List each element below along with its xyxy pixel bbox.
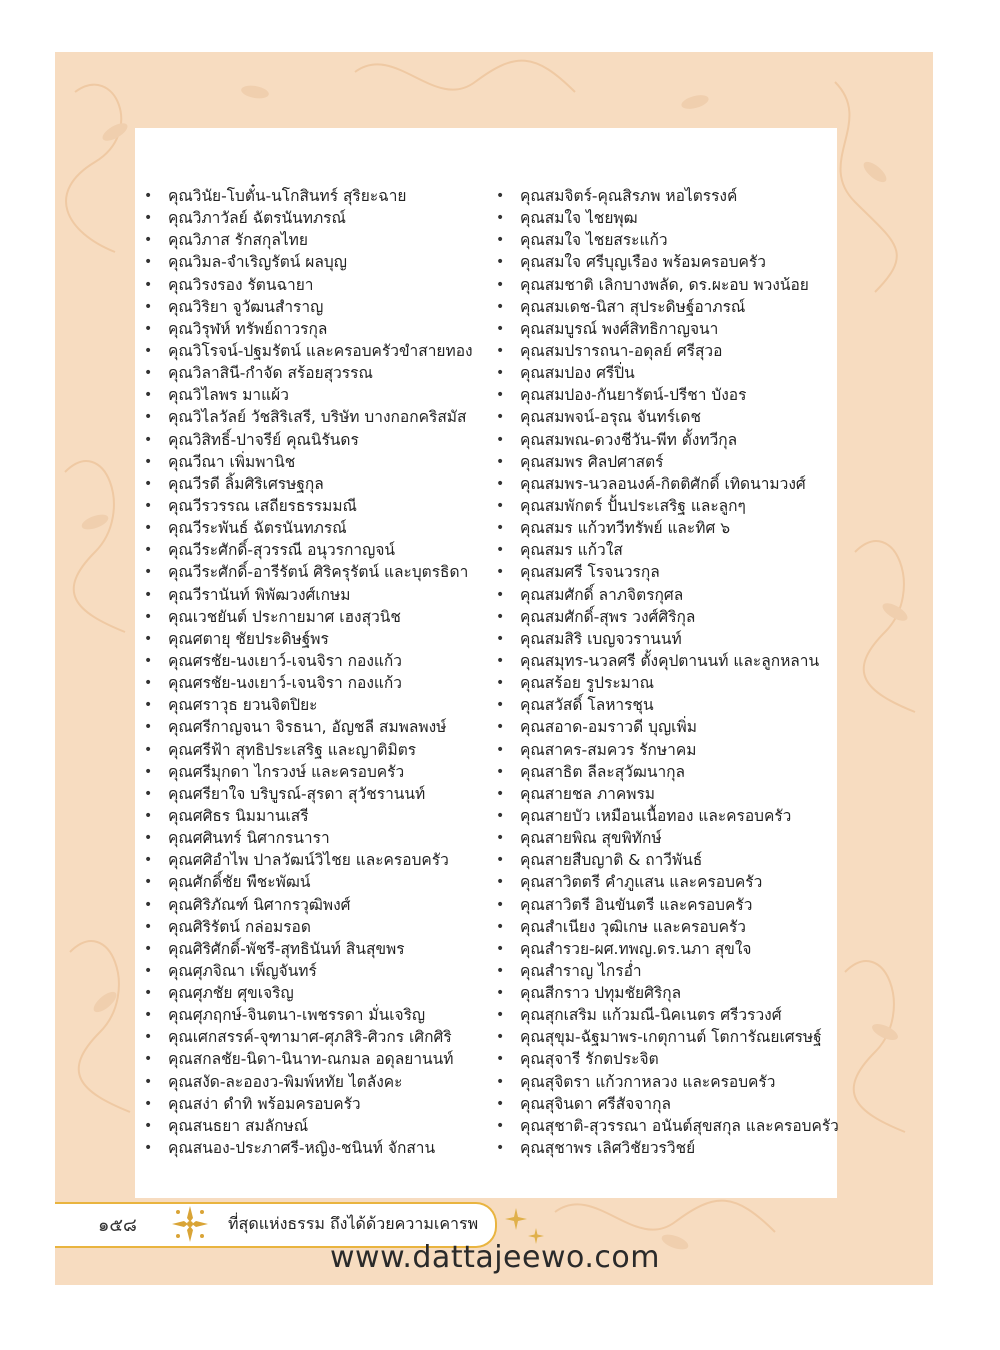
- list-item: • คุณสร้อย รูประมาณ: [492, 672, 832, 694]
- list-item: • คุณศศิธร นิมมานเสรี: [140, 805, 490, 827]
- list-item: • คุณสง่า ดำทิ พร้อมครอบครัว: [140, 1093, 490, 1115]
- donor-list-left: [140, 185, 490, 1159]
- list-item: • คุณวีระพันธ์ ฉัตรนันทภรณ์: [140, 517, 490, 539]
- list-item: • คุณสาธิต ลีละสุวัฒนากุล: [492, 761, 832, 783]
- list-item: • คุณสมจิตร์-คุณสิรภพ หอไตรรงค์: [492, 185, 832, 207]
- list-item: • คุณศรชัย-นงเยาว์-เจนจิรา กองแก้ว: [140, 650, 490, 672]
- list-item: • คุณสุชาติ-สุวรรณา อนันต์สุขสกุล และครอบครัว: [492, 1115, 832, 1137]
- page-number: ๑๕๘: [98, 1215, 137, 1236]
- list-item: • คุณสมสิริ เบญจวรานนท์: [492, 628, 832, 650]
- list-item: • คุณสมร แก้วใส: [492, 539, 832, 561]
- list-item: • คุณสุขุม-ฉัฐมาพร-เกตุกานต์ โตการัณยเศรษฐ์: [492, 1026, 832, 1048]
- footer-title: ที่สุดแห่งธรรม ถึงได้ด้วยความเคารพ: [228, 1214, 479, 1233]
- list-item: • คุณวิสิทธิ์-ปาจรีย์ คุณนิรันดร: [140, 429, 490, 451]
- list-item: • คุณศรีกาญจนา จิรธนา, อัญชลี สมพลพงษ์: [140, 716, 490, 738]
- list-item: • คุณศรียาใจ บริบูรณ์-สุรดา สุวัชรานนท์: [140, 783, 490, 805]
- list-item: • คุณศศินทร์ นิศากรนารา: [140, 827, 490, 849]
- list-item: • คุณสมพจน์-อรุณ จันทร์เดช: [492, 406, 832, 428]
- list-item: • คุณศิริภัณฑ์ นิศากรวุฒิพงศ์: [140, 894, 490, 916]
- list-item: • คุณสมร แก้วทวีทรัพย์ และทิศ ๖: [492, 517, 832, 539]
- list-item: • คุณสำเนียง วุฒิเกษ และครอบครัว: [492, 916, 832, 938]
- list-item: • คุณวีรวรรณ เสถียรธรรมมณี: [140, 495, 490, 517]
- list-item: • คุณเศกสรรค์-จุฑามาศ-ศุภสิริ-ศิวกร เศิกศิริ: [140, 1026, 490, 1048]
- list-item: • คุณศศิอำไพ ปาลวัฒน์วิไชย และครอบครัว: [140, 849, 490, 871]
- list-item: • คุณวินัย-โบตั๋น-นโกสินทร์ สุริยะฉาย: [140, 185, 490, 207]
- list-item: • คุณศิริศักดิ์-พัชรี-สุทธินันท์ สินสุขพร: [140, 938, 490, 960]
- list-item: • คุณสมพณ-ดวงชีวัน-พีท ตั้งทวีกุล: [492, 429, 832, 451]
- list-item: • คุณเวชยันต์ ประกายมาศ เฮงสุวนิช: [140, 606, 490, 628]
- list-item: • คุณสมุทร-นวลศรี ตั้งคุปตานนท์ และลูกหลาน: [492, 650, 832, 672]
- flower-emblem-icon: [166, 1200, 214, 1248]
- list-item: • คุณสมศักดิ์-สุพร วงศ์ศิริกุล: [492, 606, 832, 628]
- list-item: • คุณสาคร-สมควร รักษาคม: [492, 739, 832, 761]
- list-item: • คุณสายชล ภาคพรม: [492, 783, 832, 805]
- list-item: • คุณวีระศักดิ์-อารีรัตน์ ศิริครุรัตน์ และบุตรธิดา: [140, 561, 490, 583]
- list-item: • คุณสมเดช-นิสา สุประดิษฐ์อาภรณ์: [492, 296, 832, 318]
- list-item: • คุณสีกราว ปทุมชัยศิริกุล: [492, 982, 832, 1004]
- list-item: • คุณสุชาพร เลิศวิชัยวรวิชย์: [492, 1137, 832, 1159]
- list-item: • คุณศตายุ ชัยประดิษฐ์พร: [140, 628, 490, 650]
- list-item: • คุณสมศักดิ์ ลาภจิตรกุศล: [492, 584, 832, 606]
- list-item: • คุณวิรุฬห์ ทรัพย์ถาวรกุล: [140, 318, 490, 340]
- list-item: • คุณสวัสดิ์ โลหารชุน: [492, 694, 832, 716]
- donor-list-right: [492, 185, 839, 1159]
- list-item: • คุณสาวิตรี อินขันตรี และครอบครัว: [492, 894, 832, 916]
- list-item: • คุณศรชัย-นงเยาว์-เจนจิรา กองแก้ว: [140, 672, 490, 694]
- list-item: • คุณวิมล-จำเริญรัตน์ ผลบุญ: [140, 251, 490, 273]
- list-item: • คุณวีรานันท์ พิพัฒวงศ์เกษม: [140, 584, 490, 606]
- list-item: • คุณศุภฤกษ์-จินตนา-เพชรรดา มั่นเจริญ: [140, 1004, 490, 1026]
- list-item: • คุณศราวุธ ยวนจิตปิยะ: [140, 694, 490, 716]
- list-item: • คุณสมใจ ไชยพุฒ: [492, 207, 832, 229]
- list-item: • คุณสมใจ ศรีบุญเรือง พร้อมครอบครัว: [492, 251, 832, 273]
- list-item: • คุณสมศรี โรจนวรกุล: [492, 561, 832, 583]
- list-item: • คุณวิภาวัลย์ ฉัตรนันทภรณ์: [140, 207, 490, 229]
- list-item: • คุณสุกเสริม แก้วมณี-นิคเนตร ศรีวรวงศ์: [492, 1004, 832, 1026]
- list-item: • คุณสนธยา สมลักษณ์: [140, 1115, 490, 1137]
- list-item: • คุณสกลชัย-นิดา-นินาท-ณกมล อดุลยานนท์: [140, 1048, 490, 1070]
- list-item: • คุณศุภจิณา เพ็ญจันทร์: [140, 960, 490, 982]
- list-item: • คุณวิภาส รักสกุลไทย: [140, 229, 490, 251]
- list-item: • คุณสายบัว เหมือนเนื้อทอง และครอบครัว: [492, 805, 832, 827]
- list-item: • คุณสนอง-ประภาศรี-หญิง-ชนินท์ จักสาน: [140, 1137, 490, 1159]
- list-item: • คุณสมพร-นวลอนงค์-กิตติศักดิ์ เทิดนามวงศ์: [492, 473, 832, 495]
- list-item: • คุณสมใจ ไชยสระแก้ว: [492, 229, 832, 251]
- sparkle-icon: [505, 1208, 527, 1230]
- list-item: • คุณสุจินดา ศรีสัจจากุล: [492, 1093, 832, 1115]
- list-item: • คุณวีณา เพิ่มพานิช: [140, 451, 490, 473]
- list-item: • คุณสอาด-อมราวดี บุญเพิ่ม: [492, 716, 832, 738]
- list-item: • คุณศรีฟ้า สุทธิประเสริฐ และญาติมิตร: [140, 739, 490, 761]
- list-item: • คุณวิรงรอง รัตนฉายา: [140, 274, 490, 296]
- list-item: • คุณสายสืบญาติ & ถาวีพันธ์: [492, 849, 832, 871]
- list-item: • คุณสายพิณ สุขพิทักษ์: [492, 827, 832, 849]
- list-item: • คุณวิริยา จูวัฒนสำราญ: [140, 296, 490, 318]
- list-item: • คุณศักดิ์ชัย พืชะพัฒน์: [140, 871, 490, 893]
- list-item: • คุณวีระศักดิ์-สุวรรณี อนุวรกาญจน์: [140, 539, 490, 561]
- list-item: • คุณศิริรัตน์ กล่อมรอด: [140, 916, 490, 938]
- list-item: • คุณศรีมุกดา ไกรวงษ์ และครอบครัว: [140, 761, 490, 783]
- list-item: • คุณวีรดี ลิ้มศิริเศรษฐกุล: [140, 473, 490, 495]
- list-item: • คุณสุจารี รักตประจิต: [492, 1048, 832, 1070]
- list-item: • คุณสมชาติ เลิกบางพลัด, ดร.ผะอบ พวงน้อย: [492, 274, 832, 296]
- list-item: • คุณสมพักตร์ ปั้นประเสริฐ และลูกๆ: [492, 495, 832, 517]
- list-item: • คุณสุจิตรา แก้วกาหลวง และครอบครัว: [492, 1071, 832, 1093]
- list-item: • คุณสมปอง-กันยารัตน์-ปรีชา บังอร: [492, 384, 832, 406]
- list-item: • คุณสมปอง ศรีปิ่น: [492, 362, 832, 384]
- list-item: • คุณวิโรจน์-ปฐมรัตน์ และครอบครัวขำสายทอง: [140, 340, 490, 362]
- list-item: • คุณสาวิตตรี คำภูแสน และครอบครัว: [492, 871, 832, 893]
- list-item: • คุณวิไลวัลย์ วัชสิริเสรี, บริษัท บางกอกคริสมัส: [140, 406, 490, 428]
- list-item: • คุณสงัด-ละอองว-พิมพ์หทัย ไตลังคะ: [140, 1071, 490, 1093]
- list-item: • คุณสมพร ศิลปศาสตร์: [492, 451, 832, 473]
- list-item: • คุณวิลาสินี-กำจัด สร้อยสุวรรณ: [140, 362, 490, 384]
- website-url: www.dattajeewo.com: [330, 1240, 660, 1275]
- list-item: • คุณสมปรารถนา-อดุลย์ ศรีสุวอ: [492, 340, 832, 362]
- list-item: • คุณสำรวย-ผศ.ทพญ.ดร.นภา สุขใจ: [492, 938, 832, 960]
- list-item: • คุณสมบูรณ์ พงศ์สิทธิกาญจนา: [492, 318, 832, 340]
- list-item: • คุณสำราญ ไกรอ่ำ: [492, 960, 832, 982]
- list-item: • คุณวิไลพร มาแผ้ว: [140, 384, 490, 406]
- list-item: • คุณศุภชัย ศุขเจริญ: [140, 982, 490, 1004]
